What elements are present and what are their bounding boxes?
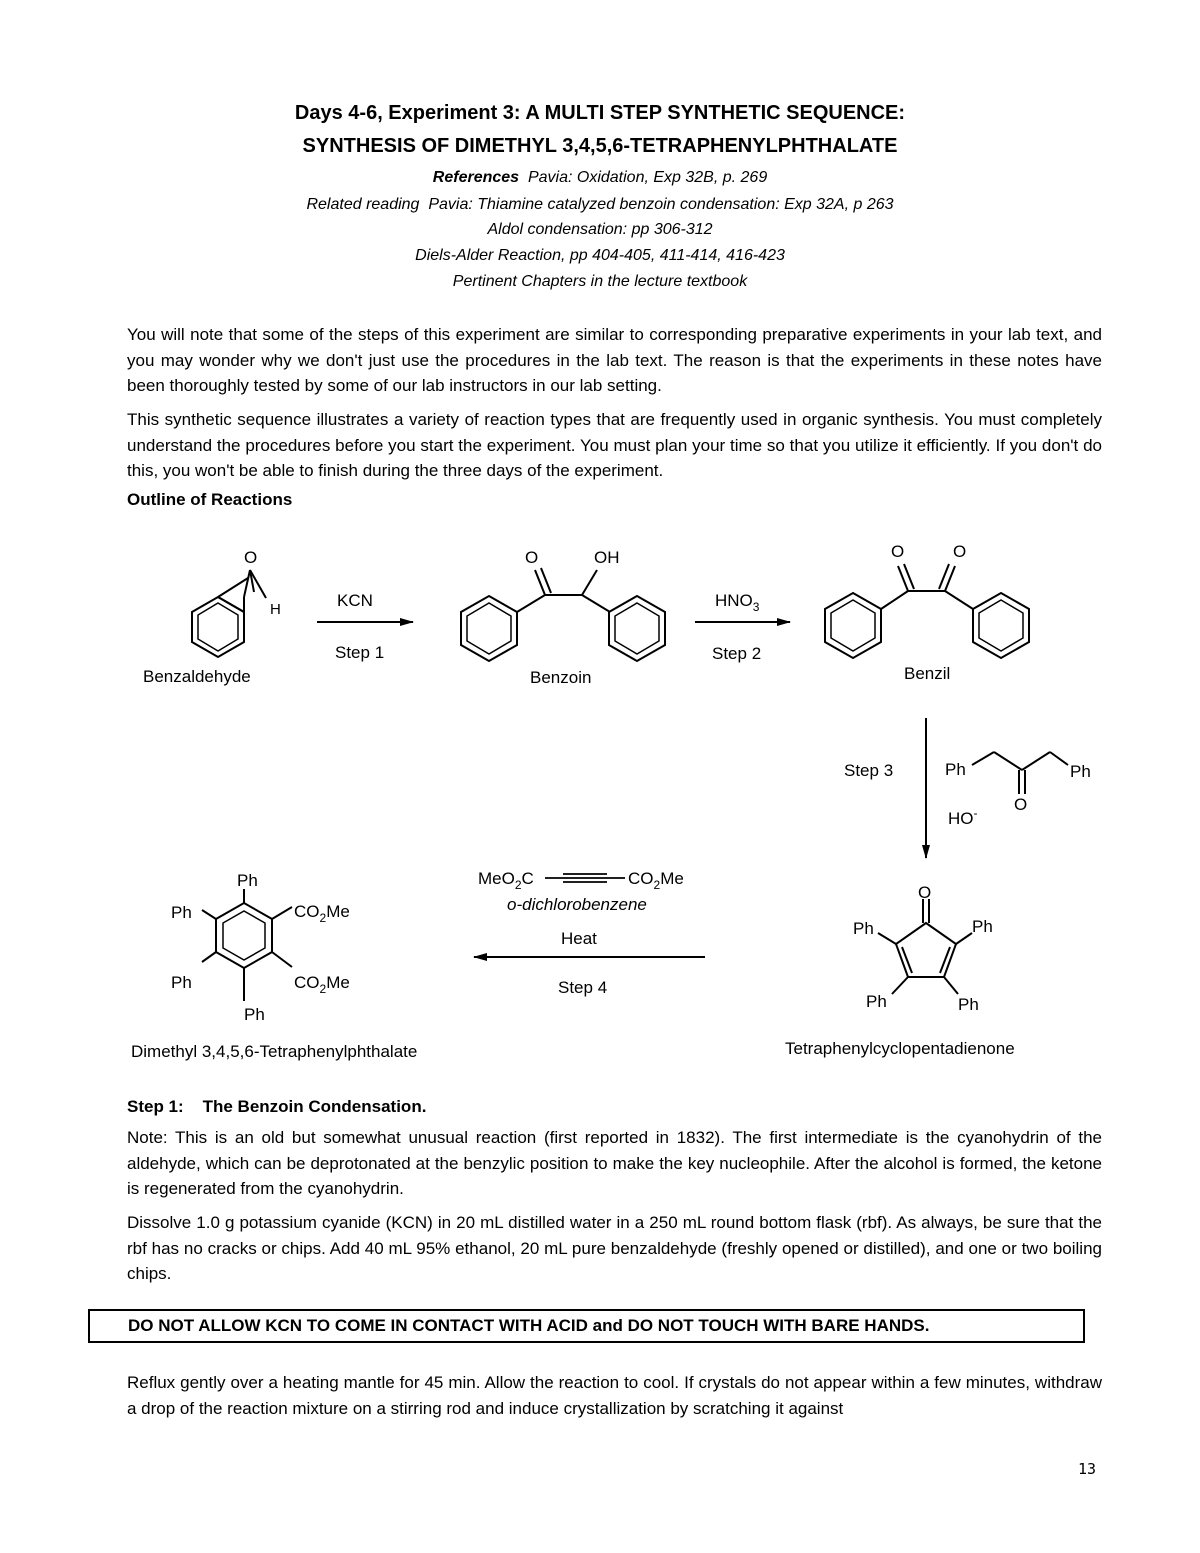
references-line [0,169,1200,187]
step1-heading-text: The Benzoin Condensation. [202,1097,427,1116]
dibenzyl-ketone-phenyl-2: Ph [1070,762,1091,781]
title-line-1: Days 4-6, Experiment 3: A MULTI STEP SYNTHETIC SEQUENCE: [294,102,906,124]
benzil-oxygen-1: O [891,542,905,561]
benzoin-label: Benzoin [530,668,592,687]
kcn-warning-box: DO NOT ALLOW KCN TO COME IN CONTACT WITH ACID and DO NOT TOUCH WITH BARE HANDS. [88,1309,1085,1343]
benzoin-oxygen: O [525,548,539,567]
product-phenyl-lower-left: Ph [171,973,192,992]
benzaldehyde-oxygen: O [244,548,258,567]
benzaldehyde-hydrogen: H [270,601,281,618]
step3-base: HO- [948,806,978,828]
tpcpd-phenyl-4: Ph [958,995,979,1014]
related-reading-label: Related reading [306,196,420,213]
step1-reagent: KCN [337,591,373,610]
step4-label: Step 4 [558,978,608,997]
benzil-oxygen-2: O [953,542,967,561]
related-reading-text: Pavia: Thiamine catalyzed benzoin condensation: Exp 32A, p 263 [428,196,894,213]
step1-label: Step 1 [335,643,385,662]
reaction-scheme [0,520,1200,1070]
intro-paragraph-1: You will note that some of the steps of this experiment are similar to corresponding preparative experiments in your lab text, and you may wonder why we don't just use the procedures in the lab text. The reason is that the experiments in these notes have been thoroughly tested by some of our lab instructors in our lab setting. [127,325,1102,395]
related-reading-line [0,196,1200,214]
dmad-left: MeO$_2$C [478,869,534,892]
page-number: 13 [1078,1460,1097,1478]
benzoin-hydroxyl: OH [594,548,620,567]
product-ester-2: $CO_2Me$ [294,973,350,996]
diels-alder-reference: Diels-Alder Reaction, pp 404-405, 411-414, 416-423 [415,247,785,264]
product-phenyl-top: Ph [237,871,258,890]
benzaldehyde-structure [192,570,266,657]
outline-heading: Outline of Reactions [127,490,293,509]
step1-dissolve: Dissolve 1.0 g potassium cyanide (KCN) in 20 mL distilled water in a 250 mL round bottom flask (rbf). As always, be sure that the rbf has no cracks or chips. Add 40 mL 95% ethanol, 20 mL pure benzaldehyde (freshly opened or distilled), and one or two boiling chips. [127,1213,1102,1283]
tpcpd-phenyl-3: Ph [866,992,887,1011]
product-structure [202,889,292,1001]
benzil-structure [825,564,1029,658]
step2-label: Step 2 [712,644,762,663]
product-ester-1: $CO_2Me$ [294,902,350,925]
dibenzyl-ketone-structure [972,752,1068,794]
step4-solvent: o-dichlorobenzene [507,895,647,914]
step2-reagent: $HNO_3$ [715,591,760,614]
product-phenyl-upper-left: Ph [171,903,192,922]
benzaldehyde-label: Benzaldehyde [143,667,251,686]
step1-heading [127,1097,426,1117]
pertinent-chapters: Pertinent Chapters in the lecture textbook [452,273,748,290]
dibenzyl-ketone-phenyl-1: Ph [945,760,966,779]
product-label: Dimethyl 3,4,5,6-Tetraphenylphthalate [131,1042,418,1061]
benzil-label: Benzil [904,664,951,683]
dmad-triple-bond [545,874,625,882]
step4-heat: Heat [561,929,597,948]
intro-paragraph-2: This synthetic sequence illustrates a variety of reaction types that are frequently used in organic synthesis. You must completely understand the procedures before you start the experiment. You must plan your time so that you utilize it efficiently. If you don't do this, you won't be able to finish during the three days of the experiment. [127,410,1102,480]
tpcpd-phenyl-2: Ph [972,917,993,936]
title-line-2: SYNTHESIS OF DIMETHYL 3,4,5,6-TETRAPHENYLPHTHALATE [302,135,898,157]
step3-label: Step 3 [844,761,894,780]
step1-heading-number: Step 1: [127,1097,184,1116]
references-text: Pavia: Oxidation, Exp 32B, p. 269 [527,169,768,186]
step1-reflux: Reflux gently over a heating mantle for 45 min. Allow the reaction to cool. If crystals do not appear within a few minutes, withdraw a drop of the reaction mixture on a stirring rod and induce crystallization by scratching it against [127,1373,1102,1418]
dibenzyl-ketone-oxygen: O [1014,795,1028,814]
references-label: References [432,169,520,186]
benzoin-structure [461,568,665,661]
tpcpd-oxygen: O [918,883,932,902]
dmad-right: $CO_2Me$ [628,869,684,892]
aldol-reference: Aldol condensation: pp 306-312 [487,221,713,238]
tpcpd-structure [878,899,972,994]
step1-note: Note: This is an old but somewhat unusual reaction (first reported in 1832). The first intermediate is the cyanohydrin of the aldehyde, which can be deprotonated at the benzylic position to make the key nucleophile. After the alcohol is formed, the ketone is regenerated from the cyanohydrin. [127,1128,1102,1198]
product-phenyl-bottom: Ph [244,1005,265,1024]
tpcpd-label: Tetraphenylcyclopentadienone [785,1039,1015,1058]
tpcpd-phenyl-1: Ph [853,919,874,938]
